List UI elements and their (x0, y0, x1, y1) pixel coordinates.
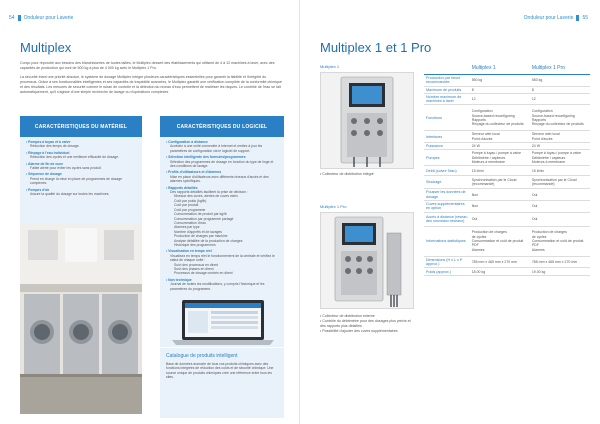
header-separator (18, 15, 21, 21)
page-number: 55 (582, 15, 588, 21)
page-title-right: Multiplex 1 et 1 Pro (320, 40, 432, 55)
spec-header-blank (424, 63, 470, 75)
spec-row (424, 189, 590, 201)
spec-key: Dimensions (H x L x P approx.) (424, 256, 470, 268)
spec-value-m1pro: 24 W (530, 143, 590, 150)
spec-value-m1pro: Production de charges de cycles Consommation et coût de produit PDF Alarmes (530, 226, 590, 256)
spec-row (424, 143, 590, 150)
intro-text (20, 61, 282, 99)
spec-key: Production par heure recommandée (424, 75, 470, 87)
hardware-features-header: CARACTÉRISTIQUES DU MATÉRIEL (20, 116, 142, 137)
intro-paragraph: Conçu pour répondre aux besoins des blanchisseries de toutes tailles, le Multiplex dessert des établissements qui utilisent de 4 à 12 machines à laver, avec des capacités de production qui vont de 500 kg à plus de 4 000 kg avec le Multiplex 1 Pro. (20, 61, 275, 70)
report-item: Production de charges par machine (174, 234, 228, 239)
spec-row (424, 93, 590, 105)
feature-title: • Non technique (166, 278, 278, 282)
feature-title: • Configuration à distance (166, 140, 278, 144)
feature-desc: Journal de toutes les modifications, y compris l'historique et les paramètres du programme. (170, 282, 265, 291)
spec-value-m1: Pompe à tuyau / pompe à valve Débitmètre / capteurs Moteurs à membrane (470, 150, 530, 166)
feature-item (26, 188, 136, 197)
report-list (166, 194, 278, 247)
feature-title: • Alarme de fin de cuve (26, 162, 136, 166)
spec-value-m1: 8 (470, 86, 530, 93)
spec-row (424, 200, 590, 212)
feature-title: • Profils d'utilisateurs et d'alarmes (166, 170, 278, 174)
spec-key: Poids (approx.) (424, 268, 470, 276)
feature-desc: Des rapports détaillés facilitent la prise de décision : (170, 190, 249, 195)
model-label-m1pro: Multiplex 1 Pro (320, 204, 347, 209)
spec-value-m1: Synchronisation par le Cloud (recommandé) (470, 176, 530, 189)
spec-value-m1: 785 mm x 465 mm x 270 mm (470, 256, 530, 268)
spec-value-m1pro: Oui (530, 189, 590, 201)
spec-key: Stockage (424, 176, 470, 189)
spec-value-m1pro: Synchronisation par le Cloud (recommandé) (530, 176, 590, 189)
laptop-screenshot (168, 300, 278, 346)
m1pro-feature-item: • Possibilité d'ajouter des cuves supplémentaires (320, 329, 415, 334)
report-item: Consommation d'eau (174, 220, 206, 225)
software-features-header: CARACTÉRISTIQUES DU LOGICIEL (160, 116, 284, 137)
report-item: Analyse détaillée de la production de charges (174, 238, 243, 243)
m1pro-feature-item: • Contrôle du débitmètre pour des dosages plus précis et des rapports plus détaillés (320, 319, 415, 329)
feature-item (166, 186, 278, 248)
feature-title: • Pompes d'air (26, 188, 136, 192)
spec-key: Nombre maximum de machines à laver (424, 93, 470, 105)
multiplex-1-image (320, 72, 414, 169)
multiplex-1-pro-image (320, 212, 414, 309)
spec-value-m1pro: Oui (530, 212, 590, 226)
m1pro-feature-item: • Collecteur de distribution externe (320, 314, 415, 319)
spec-value-m1pro: 15 l/min (530, 166, 590, 176)
laundry-illustration (20, 224, 142, 414)
spec-row (424, 226, 590, 256)
spec-value-m1: Configuration Source-based reconfiguring Rapports Rinçage du collecteur de produits (470, 105, 530, 131)
multiplex-1-pro-unit-icon (321, 213, 413, 308)
intro-paragraph: La sécurité étant une priorité absolue, le système de dosage Multiplex intègre plusieurs caractéristiques essentielles pour garantir la fiabilité et l'intégrité du processus. Grâce à ses fonctionnalités intelligentes et ses capacités de traçabilité avancées, le Multiplex garantit une vérification complète de la conformité chimique et des résultats. Les mesures de sécurité comme le ruban de contrôle et la détection du niveau d'eau permettent de maîtriser les risques. Le contrôle de l'eau se fait automatiquement, qu'il s'agisse d'une simple recherche de lavage ou d'opérations complexes. (20, 75, 282, 94)
hardware-features-panel (20, 137, 142, 224)
spec-header-row (424, 63, 590, 75)
feature-item (26, 162, 136, 171)
spec-value-m1: Oui (470, 212, 530, 226)
spec-value-m1pro: 550 kg (530, 75, 590, 87)
report-item: Historique des programmes (174, 242, 216, 247)
feature-desc: Visualisez en temps réel le fonctionnement de la centrale et vérifiez le statut de chaque unité : (170, 253, 275, 263)
spec-key: Pousser les données de dosage (424, 189, 470, 201)
spec-value-m1pro: 785 mm x 465 mm x 270 mm (530, 256, 590, 268)
spec-value-m1: 550 kg (470, 75, 530, 87)
feature-item (166, 249, 278, 275)
spec-value-m1pro: 8 (530, 86, 590, 93)
spec-header-m1: Multiplex 1 (470, 63, 530, 75)
spec-key: Accès à distance (réseau des nouveaux réseaux) (424, 212, 470, 226)
feature-item (166, 155, 278, 168)
feature-title: • Visualisation en temps réel (166, 249, 278, 253)
feature-desc: Sélection des programmes de dosage en fonction du type de linge et des conditions de lavage. (170, 159, 274, 169)
report-item: Coût par produit (174, 203, 199, 208)
spec-value-m1: Serveur web local Point d'accès (470, 131, 530, 143)
feature-title: • Pompes à tuyau et à valve (26, 140, 136, 144)
spec-key: Informations statistiques (424, 226, 470, 256)
m1-caption: • Collecteur de distribution intégré (320, 172, 374, 176)
feature-item (26, 151, 136, 160)
spec-value-m1pro: 12 (530, 93, 590, 105)
spec-key: Cuves supplémentaires en option (424, 200, 470, 212)
spec-value-m1: Non (470, 200, 530, 212)
smart-catalog-panel (160, 348, 284, 418)
spec-row (424, 166, 590, 176)
report-item: Alarmes par type (174, 225, 200, 230)
realtime-list (166, 263, 278, 276)
spec-body (424, 75, 590, 276)
report-item: Niveaux des cuves, alertes de cuves vides (174, 194, 238, 199)
spec-key: Maximum de produits (424, 86, 470, 93)
report-item: Coût par programme (174, 207, 206, 212)
catalog-desc: Base de données avancée de tous vos produits chimiques avec des fonctions intégrées de réduction des coûts et de sécurité chimique. Une source unique de produits chimiques crée une référence entre tous les sites. (166, 362, 274, 380)
feature-item (166, 170, 278, 183)
spec-value-m1: 18,00 kg (470, 268, 530, 276)
feature-item (26, 172, 136, 185)
spec-value-m1pro: Configuration Source-based reconfiguring Rapports Rinçage du collecteur de produits (530, 105, 590, 131)
model-label-m1: Multiplex 1 (320, 64, 340, 69)
report-item: Nombre d'apprêts et de lavages (174, 229, 222, 234)
realtime-item: Processus de dosage centrés en direct (174, 271, 233, 276)
header-label: Onduleur pour Laverie (523, 15, 574, 21)
feature-item (26, 140, 136, 149)
feature-title: • Séquence de dosage (26, 172, 136, 176)
spec-key: Pompes (424, 150, 470, 166)
realtime-item: Suivi des phases en direct (174, 266, 214, 271)
feature-title: • Sélection intelligente des formules/programmes (166, 155, 278, 159)
spec-value-m1: 24 W (470, 143, 530, 150)
page-number: 54 (9, 15, 15, 21)
spec-value-m1: 15 l/min (470, 166, 530, 176)
page-header-right (524, 13, 588, 23)
feature-desc: Mise en place d'utilisateurs avec différents niveaux d'accès et des alarmes spécifiques. (170, 174, 269, 184)
spec-value-m1pro: Serveur web local Point d'accès (530, 131, 590, 143)
spec-key: Débit (suivre l'eau) (424, 166, 470, 176)
spec-value-m1: Production de charges de cycles Consommation et coût de produit PDF Alarmes (470, 226, 530, 256)
feature-item (166, 278, 278, 291)
page-header-left (9, 13, 73, 23)
spec-key: Interfaces (424, 131, 470, 143)
catalog-title: Catalogue de produits intelligent (166, 353, 238, 359)
laundry-room-photo (20, 224, 142, 414)
spec-row (424, 176, 590, 189)
spec-row (424, 150, 590, 166)
report-item: Consommation par programme partagé (174, 216, 234, 221)
feature-desc: Prend en charge la mise en place de programmes de dosage complexes. (30, 176, 122, 186)
page-title: Multiplex (20, 40, 72, 55)
spec-row (424, 268, 590, 276)
spec-row (424, 212, 590, 226)
header-separator (576, 15, 579, 21)
spec-row (424, 105, 590, 131)
spec-key: Fonctions (424, 105, 470, 131)
spec-header-m1pro: Multiplex 1 Pro (530, 63, 590, 75)
m1pro-feature-list (320, 314, 415, 334)
spec-table (424, 63, 590, 276)
feature-desc: Réduction des cycles et une meilleure efficacité de dosage. (30, 155, 120, 160)
spec-row (424, 86, 590, 93)
spec-value-m1pro: Oui (530, 200, 590, 212)
feature-desc: Accédez à une unité connectée à Internet et mettez à jour les paramètres de configuration via le logiciel de support. (170, 144, 263, 153)
feature-title: • Rapports détaillés (166, 186, 278, 190)
feature-title: • Rinçage à l'eau individuel (26, 151, 136, 155)
spec-row (424, 131, 590, 143)
spec-key: Puissance (424, 143, 470, 150)
feature-desc: Faible alerte pour éviter les cycles sans produit. (30, 166, 102, 171)
spec-value-m1: 12 (470, 93, 530, 105)
header-label: Onduleur pour Laverie (23, 15, 74, 21)
feature-desc: Assure la qualité du dosage sur toutes les machines. (30, 192, 110, 197)
spec-value-m1: Non (470, 189, 530, 201)
realtime-item: Suivi des processus en direct (174, 262, 219, 267)
spec-row (424, 75, 590, 87)
spec-value-m1pro: Pompe à tuyau / pompe à valve Débitmètre / capteurs Moteurs à membrane (530, 150, 590, 166)
feature-item (166, 140, 278, 153)
spec-value-m1pro: 19,00 kg (530, 268, 590, 276)
spec-row (424, 256, 590, 268)
report-item: Coût par poids (kg/lb) (174, 198, 207, 203)
multiplex-1-unit-icon (321, 73, 413, 168)
feature-desc: Réduction des temps de dosage. (30, 144, 80, 149)
report-item: Consommation de produit par kg/lb (174, 212, 227, 217)
